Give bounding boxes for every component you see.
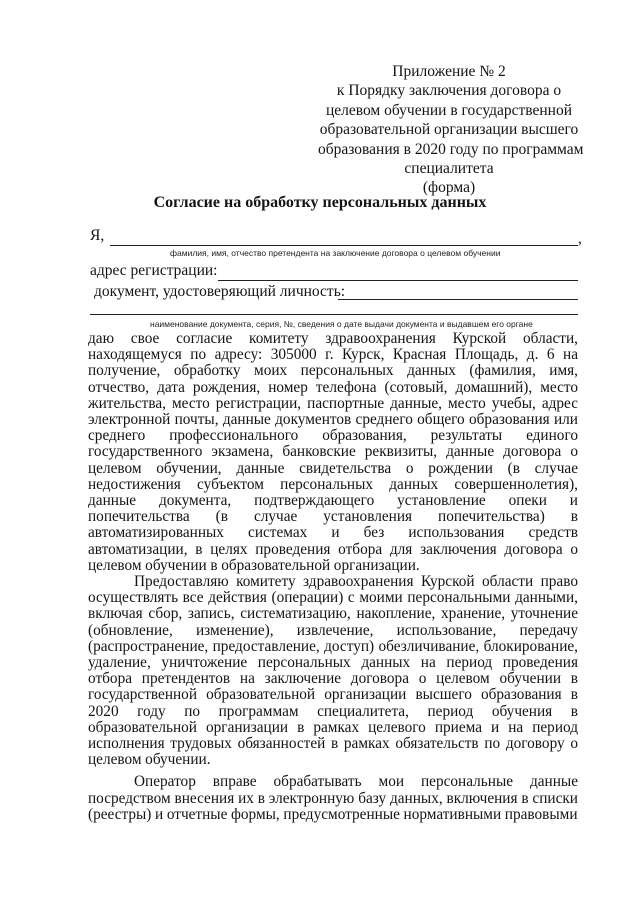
- address-label: адрес регистрации:: [90, 262, 218, 279]
- address-line[interactable]: [218, 280, 578, 281]
- appendix-line: образовательной организации высшего: [319, 121, 579, 139]
- document-line-2[interactable]: [90, 314, 578, 315]
- appendix-line: Приложение № 2: [392, 63, 506, 80]
- consent-body: [88, 331, 578, 823]
- document-title: Согласие на обработку персональных данных: [153, 194, 487, 211]
- document-hint: наименование документа, серия, №, сведения о дате выдачи документа и выдавшем его органе: [150, 319, 533, 329]
- document-label: документ, удостоверяющий личность:: [94, 283, 346, 300]
- appendix-line: к Порядку заключения договора о: [336, 82, 562, 100]
- name-comma: ,: [578, 230, 582, 247]
- full-name-hint: фамилия, имя, отчество претендента на заключение договора о целевом обучении: [170, 248, 501, 258]
- document-line[interactable]: [338, 299, 578, 300]
- appendix-line: образования в 2020 году по программам: [318, 140, 584, 158]
- full-name-line[interactable]: [110, 245, 578, 246]
- ya-label: Я,: [90, 227, 105, 244]
- appendix-line: специалитета: [404, 160, 494, 178]
- appendix-line: целевом обучении в государственной: [325, 101, 573, 119]
- appendix-header: [318, 62, 584, 198]
- consent-paragraph-1: даю свое согласие комитету здравоохранения Курской области, находящемуся по адресу: 305000 г. Курск, Красная Площадь, д. 6 на получение, обработку моих персональных данных (фамилия, имя, отчество, дата рождения, номер телефона (сотовый, домашний), место жительства, место регистрации, паспортные данные, место учебы, адрес электронной почты, данные документов среднего общего образования или среднего профессионального образования, результаты единого государственного экзамена, банковские реквизиты, данные договора о целевом обучении, данные свидетельства о рождении (в случае недостижения субъектом персональных данных совершеннолетия), данные документа, подтверждающего установление опеки и попечительства (в случае установления попечительства) в автоматизированных системах и без использования средств автоматизации, в целях проведения отбора для заключения договора о целевом обучении в образовательной организации.: [88, 330, 578, 574]
- consent-paragraph-3: Оператор вправе обрабатывать мои персональные данные посредством внесения их в электронную базу данных, включения в списки (реестры) и отчетные формы, предусмотренные нормативными правовыми: [88, 773, 578, 823]
- consent-paragraph-2: Предоставляю комитету здравоохранения Курской области право осуществлять все действия (операции) с моими персональными данными, включая сбор, запись, систематизацию, накопление, хранение, уточнение (обновление, изменение), извлечение, использование, передачу (распространение, предоставление, доступ) обезличивание, блокирование, удаление, уничтожение персональных данных на период проведения отбора претендентов на заключение договора о целевом обучении в государственной образовательной организации высшего образования в 2020 году по программам специалитета, период обучения в образовательной организации в рамках целевого приема и на период исполнения трудовых обязанностей в рамках обязательств по договору о целевом обучении.: [88, 573, 578, 769]
- appendix-line: (форма): [422, 179, 476, 197]
